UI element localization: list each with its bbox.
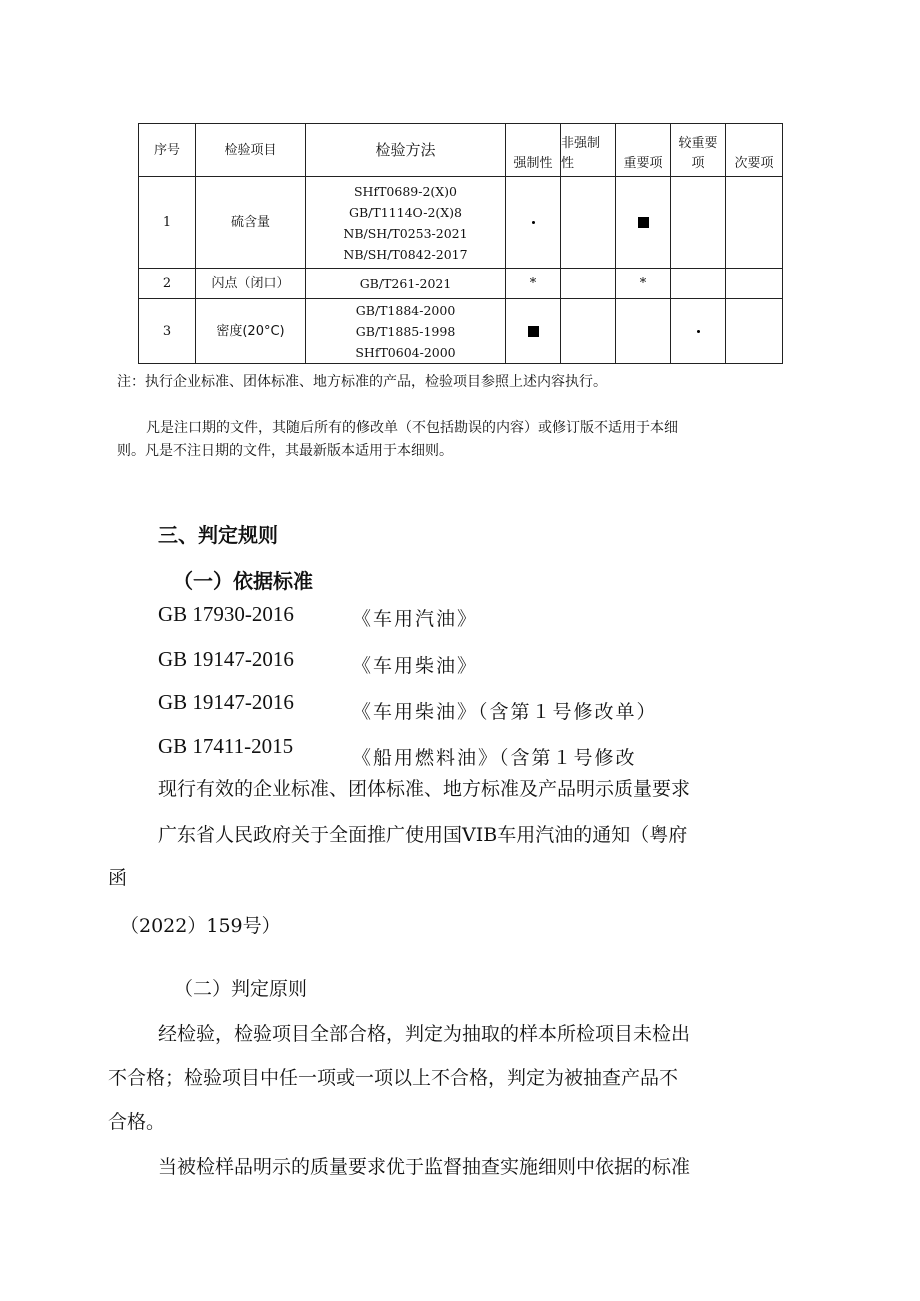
principle-line2: 不合格；检验项目中任一项或一项以上不合格，判定为被抽查产品不 <box>108 1067 679 1089</box>
dated-reference-line2: 则。凡是不注日期的文件，其最新版本适用于本细则。 <box>117 443 453 459</box>
subsection-basis-title: （一）依据标准 <box>173 569 313 593</box>
row1-mandatory <box>506 177 561 269</box>
filled-square-mark-icon <box>638 217 649 228</box>
row1-seq: 1 <box>139 177 196 269</box>
row1-important <box>616 177 671 269</box>
table-header-row <box>139 124 783 177</box>
row3-fairly-important <box>671 299 726 364</box>
row1-method: NB/SH/T0253-2021 <box>343 225 468 241</box>
standard-name: 《车用柴油》 <box>352 655 479 677</box>
header-fairly-important <box>671 124 726 177</box>
row2-minor <box>726 269 783 299</box>
row3-seq: 3 <box>139 299 196 364</box>
row3-item: 密度(20°C) <box>196 299 306 364</box>
row1-method: SHfT0689-2(X)0 <box>353 183 458 199</box>
header-fairly-important-line2: 项 <box>691 156 705 171</box>
dated-reference-line1: 凡是注口期的文件，其随后所有的修改单（不包括勘误的内容）或修订版不适用于本细 <box>146 420 678 436</box>
row2-mandatory: * <box>506 269 561 299</box>
header-non-mandatory <box>561 124 616 177</box>
row2-fairly-important <box>671 269 726 299</box>
standard-code: GB 19147-2016 <box>158 647 294 671</box>
row1-method: GB/T1114O-2(X)8 <box>348 204 463 220</box>
notice-line3: （2022）159号） <box>120 915 281 937</box>
standard-code: GB 17930-2016 <box>158 602 294 626</box>
section-title: 三、判定规则 <box>158 523 278 547</box>
header-method: 检验方法 <box>306 124 506 177</box>
row3-mandatory <box>506 299 561 364</box>
last-paragraph-line: 当被检样品明示的质量要求优于监督抽查实施细则中依据的标准 <box>158 1156 691 1178</box>
standard-code: GB 17411-2015 <box>158 734 294 758</box>
notice-line1: 广东省人民政府关于全面推广使用国VIB车用汽油的通知（粤府 <box>158 824 688 846</box>
row2-seq: 2 <box>139 269 196 299</box>
dot-mark-icon <box>532 221 535 224</box>
filled-square-mark-icon <box>528 326 539 337</box>
row1-non-mandatory <box>561 177 616 269</box>
header-seq: 序号 <box>139 124 196 177</box>
principle-line1: 经检验，检验项目全部合格，判定为抽取的样本所检项目未检出 <box>158 1023 691 1045</box>
row1-methods <box>306 177 506 269</box>
row1-minor <box>726 177 783 269</box>
table-row <box>139 269 783 299</box>
row2-item: 闪点（闭口） <box>196 269 306 299</box>
header-minor: 次要项 <box>726 124 783 177</box>
row3-methods <box>306 299 506 364</box>
row1-item: 硫含量 <box>196 177 306 269</box>
table-row <box>139 299 783 364</box>
table-note: 注：执行企业标准、团体标准、地方标准的产品，检验项目参照上述内容执行。 <box>117 374 607 390</box>
standard-name: 《船用燃料油》（含第１号修改 <box>352 747 637 769</box>
standard-code: GB 19147-2016 <box>158 690 294 714</box>
row1-fairly-important <box>671 177 726 269</box>
row2-important: * <box>616 269 671 299</box>
row3-minor <box>726 299 783 364</box>
header-non-mandatory-line2: 性 <box>561 156 575 171</box>
row3-method: GB/T1885-1998 <box>355 323 456 339</box>
row2-methods <box>306 269 506 299</box>
header-item: 检验项目 <box>196 124 306 177</box>
notice-line2: 函 <box>108 867 128 889</box>
row2-method: GB/T261-2021 <box>359 276 452 291</box>
table-row <box>139 177 783 269</box>
header-mandatory: 强制性 <box>506 124 561 177</box>
other-standards-line: 现行有效的企业标准、团体标准、地方标准及产品明示质量要求 <box>158 778 691 800</box>
dot-mark-icon <box>697 330 700 333</box>
row3-important <box>616 299 671 364</box>
standard-name: 《车用汽油》 <box>352 608 479 630</box>
standard-name: 《车用柴油》（含第１号修改单） <box>352 701 658 723</box>
header-fairly-important-line1: 较重要 <box>678 136 718 151</box>
row3-method: SHfT0604-2000 <box>355 344 456 360</box>
principle-line3: 合格。 <box>108 1111 166 1133</box>
subsection-principle-title: （二）判定原则 <box>174 978 308 1000</box>
header-non-mandatory-line1: 非强制 <box>561 136 601 151</box>
row3-method: GB/T1884-2000 <box>355 302 456 318</box>
row3-non-mandatory <box>561 299 616 364</box>
row1-method: NB/SH/T0842-2017 <box>343 246 468 262</box>
inspection-items-table <box>138 123 783 364</box>
row2-non-mandatory <box>561 269 616 299</box>
header-important: 重要项 <box>616 124 671 177</box>
